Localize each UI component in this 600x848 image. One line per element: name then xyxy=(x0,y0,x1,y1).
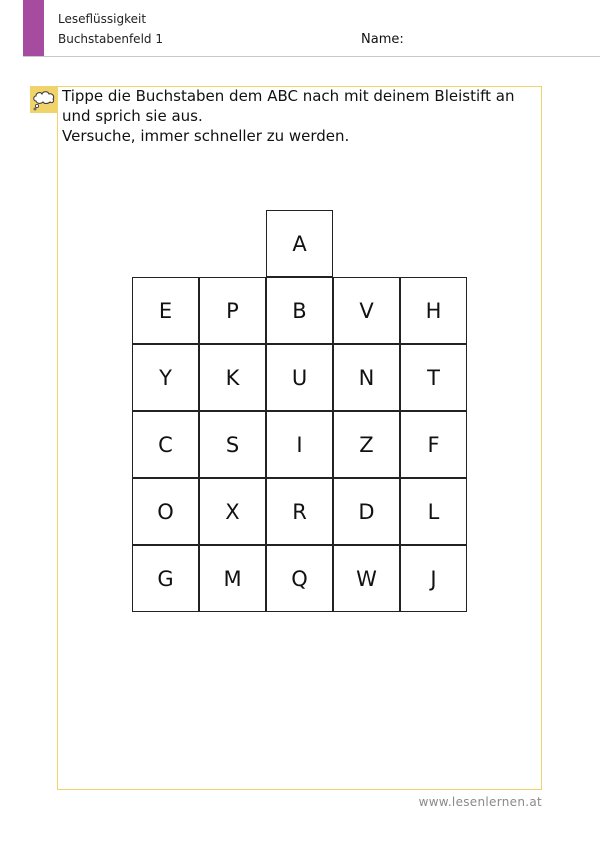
letter-cell[interactable]: H xyxy=(400,277,467,344)
letter-cell[interactable]: D xyxy=(333,478,400,545)
letter-cell[interactable]: M xyxy=(199,545,266,612)
letter-cell[interactable]: Z xyxy=(333,411,400,478)
letter-cell[interactable]: R xyxy=(266,478,333,545)
letter-cell[interactable]: S xyxy=(199,411,266,478)
letter-cell[interactable]: Q xyxy=(266,545,333,612)
letter-cell[interactable]: F xyxy=(400,411,467,478)
letter-cell[interactable]: B xyxy=(266,277,333,344)
letter-cell-top[interactable]: A xyxy=(266,210,333,277)
letter-cell[interactable]: U xyxy=(266,344,333,411)
letter-cell[interactable]: P xyxy=(199,277,266,344)
letter-cell[interactable]: E xyxy=(132,277,199,344)
letter-cell[interactable]: L xyxy=(400,478,467,545)
worksheet-subtitle: Buchstabenfeld 1 xyxy=(58,32,163,46)
letter-cell[interactable]: K xyxy=(199,344,266,411)
footer-url: www.lesenlernen.at xyxy=(418,795,542,809)
header-divider xyxy=(23,56,600,57)
name-label: Name: xyxy=(361,32,404,47)
letter-cell[interactable]: I xyxy=(266,411,333,478)
instructions xyxy=(62,86,532,146)
header-accent-bar xyxy=(23,0,44,56)
instruction-line: Versuche, immer schneller zu werden. xyxy=(62,127,350,145)
letter-cell[interactable]: X xyxy=(199,478,266,545)
thought-bubble-icon xyxy=(30,86,58,113)
letter-cell[interactable]: J xyxy=(400,545,467,612)
letter-cell[interactable]: C xyxy=(132,411,199,478)
letter-cell[interactable]: T xyxy=(400,344,467,411)
letter-cell[interactable]: O xyxy=(132,478,199,545)
letter-cell[interactable]: N xyxy=(333,344,400,411)
worksheet-title: Leseflüssigkeit xyxy=(58,12,147,26)
letter-cell[interactable]: W xyxy=(333,545,400,612)
letter-cell[interactable]: Y xyxy=(132,344,199,411)
letter-cell[interactable]: V xyxy=(333,277,400,344)
instruction-line: und sprich sie aus. xyxy=(62,107,203,125)
letter-cell[interactable]: G xyxy=(132,545,199,612)
instruction-line: Tippe die Buchstaben dem ABC nach mit deinem Bleistift an xyxy=(62,87,515,105)
